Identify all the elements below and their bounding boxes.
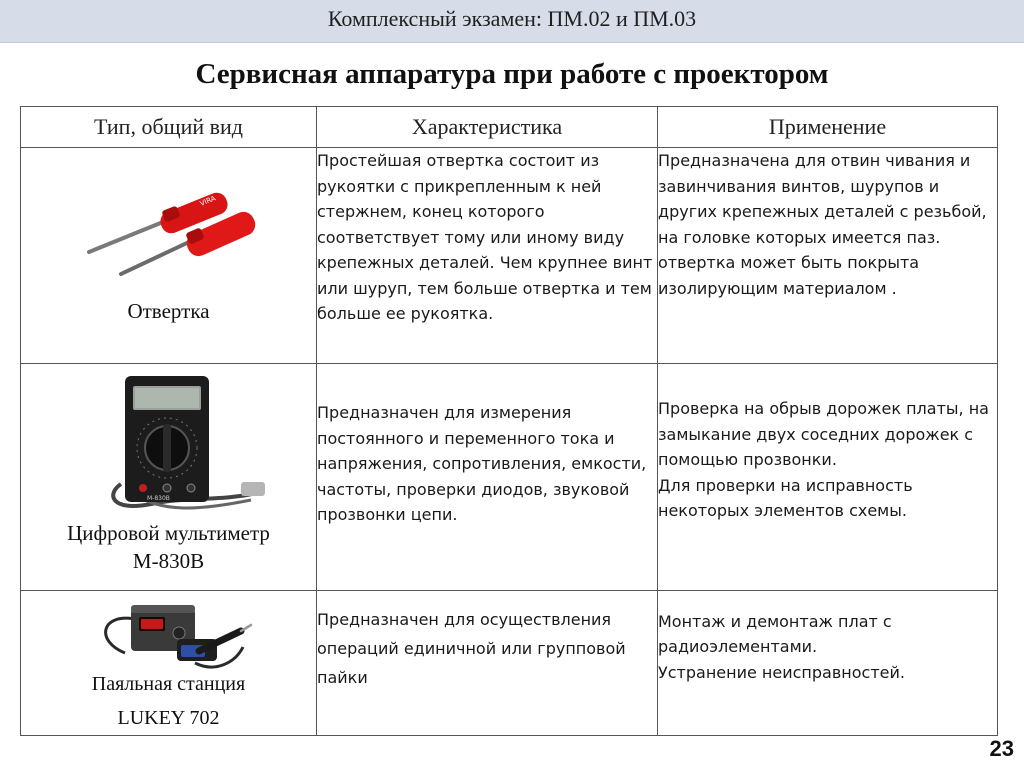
type-label-multimeter-line2: M-830B	[132, 549, 205, 574]
column-header-characteristic: Характеристика	[317, 107, 658, 148]
column-header-type: Тип, общий вид	[21, 107, 317, 148]
header-band	[0, 0, 1024, 43]
type-label-screwdriver: Отвертка	[127, 299, 210, 324]
application-cell-soldering-station	[658, 590, 998, 735]
header-text: Комплексный экзамен: ПМ.02 и ПМ.03	[327, 6, 697, 31]
characteristic-cell-soldering-station: Предназначен для осуществления операций единичной или групповой пайки	[317, 590, 658, 735]
characteristic-cell-multimeter: Предназначен для измерения постоянного и переменного тока и напряжения, сопротивления, емкости, частоты, проверки диодов, звуковой прозвонки цепи.	[317, 364, 658, 590]
soldering-station-image	[95, 593, 255, 683]
type-label-soldering-station-line1: Паяльная станция	[91, 672, 246, 695]
application-soldering-line2: Устранение неисправностей.	[658, 662, 905, 682]
slide-title: Сервисная аппаратура при работе с проектором	[195, 58, 829, 90]
table-row-screwdriver	[21, 148, 998, 364]
application-cell-multimeter	[658, 364, 998, 590]
application-multimeter-line1: Проверка на обрыв дорожек платы, на замыкание двух соседних дорожек с помощью прозвонки.	[658, 399, 989, 470]
type-label-multimeter-line1: Цифровой мультиметр	[67, 521, 270, 546]
characteristic-cell-screwdriver: Простейшая отвертка состоит из рукоятки с прикрепленным к ней стержнем, конец которого соответствует тому или иному виду крепежных деталей. Чем крупнее винт или шуруп, тем больше отвертка и тем больше ее рукоятка.	[317, 148, 658, 364]
screwdriver-image	[81, 172, 261, 282]
type-cell-soldering-station	[21, 590, 317, 735]
equipment-table	[20, 106, 998, 736]
application-soldering-line1: Монтаж и демонтаж плат с радиоэлементами.	[658, 611, 892, 657]
column-header-application: Применение	[658, 107, 998, 148]
table-row-soldering-station	[21, 590, 998, 735]
application-multimeter-line2: Для проверки на исправность некоторых элементов схемы.	[658, 475, 913, 521]
application-cell-screwdriver: Предназначена для отвин чивания и завинчивания винтов, шурупов и других крепежных деталей с резьбой, на головке которых имеется паз. отвертка может быть покрыта изолирующим материалом .	[658, 148, 998, 364]
table-header-row	[21, 107, 998, 148]
type-label-soldering-station-line2: LUKEY 702	[117, 706, 220, 729]
brand-mark-text: VIRA	[198, 194, 217, 208]
page-number: 23	[989, 736, 1014, 761]
multimeter-image	[101, 374, 271, 514]
type-cell-screwdriver	[21, 148, 317, 364]
table-row-multimeter	[21, 364, 998, 590]
brand-mark-text: M-830B	[147, 495, 170, 503]
type-cell-multimeter	[21, 364, 317, 590]
